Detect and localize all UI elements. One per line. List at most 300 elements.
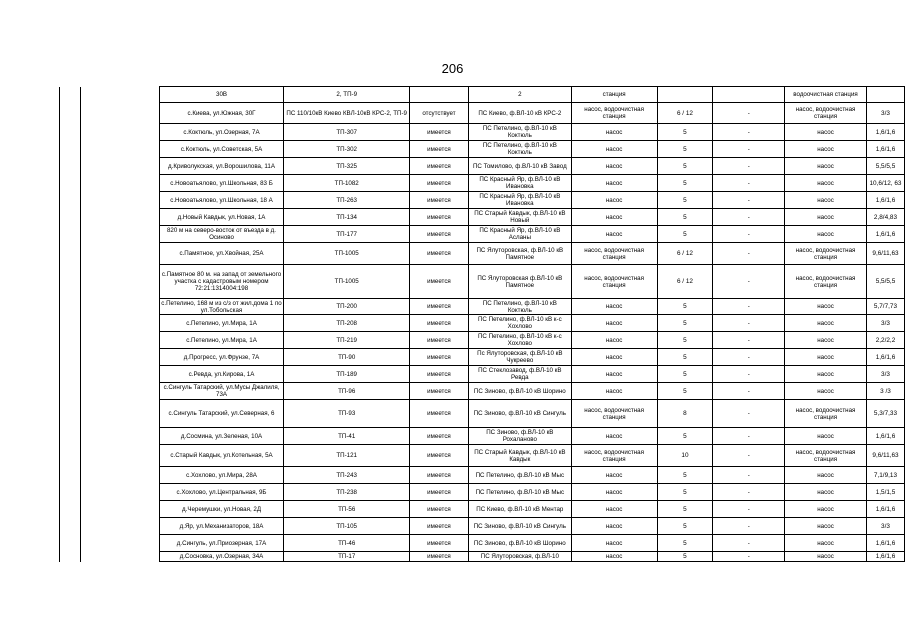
row-number-cell xyxy=(60,445,81,467)
object-type-cell: насос, водоочистная станция xyxy=(571,103,657,124)
row-number-cell xyxy=(60,484,81,501)
reserve-cell: - xyxy=(713,332,785,349)
reserve-cell: - xyxy=(713,484,785,501)
meter-cell: имеется xyxy=(410,141,469,158)
substation-cell: ПС 110/10кВ Киево КВЛ-10кВ КРС-2, ТП-9 xyxy=(284,103,410,124)
consumer-cell: насос, водоочистная станция xyxy=(785,243,867,265)
substation-cell: ТП-1082 xyxy=(284,175,410,192)
substation-cell: ТП-238 xyxy=(284,484,410,501)
row-number-cell xyxy=(60,428,81,445)
row-number-cell xyxy=(60,332,81,349)
address-cell: с.Ревда, ул.Кирова, 1А xyxy=(159,366,284,383)
meter-cell xyxy=(410,87,469,103)
load-cell: 7,1/9,13 xyxy=(866,467,904,484)
load-cell: 10,6/12, 63 xyxy=(866,175,904,192)
group-cell xyxy=(80,103,159,124)
substation-cell: ТП-46 xyxy=(284,535,410,552)
substation-cell: ТП-307 xyxy=(284,124,410,141)
load-cell: 1,6/1,6 xyxy=(866,501,904,518)
reserve-cell: - xyxy=(713,445,785,467)
load-cell: 3/3 xyxy=(866,518,904,535)
reserve-cell: - xyxy=(713,124,785,141)
table-row xyxy=(60,484,905,501)
table-row xyxy=(60,158,905,175)
power-cell: 5 xyxy=(657,332,713,349)
feeder-line-cell: ПС Красный Яр, ф.ВЛ-10 кВ Ивановка xyxy=(468,192,571,209)
row-number-cell xyxy=(60,501,81,518)
substation-cell: ТП-90 xyxy=(284,349,410,366)
meter-cell: имеется xyxy=(410,366,469,383)
load-cell: 1,6/1,6 xyxy=(866,349,904,366)
meter-cell: имеется xyxy=(410,158,469,175)
table-row xyxy=(60,226,905,243)
load-cell: 1,6/1,6 xyxy=(866,552,904,562)
group-cell xyxy=(80,366,159,383)
load-cell: 1,6/1,6 xyxy=(866,192,904,209)
table-row xyxy=(60,518,905,535)
table-row xyxy=(60,209,905,226)
feeder-line-cell: ПС Петелино, ф.ВЛ-10 кВ Коктюль xyxy=(468,124,571,141)
table-row xyxy=(60,175,905,192)
substation-cell: ТП-1005 xyxy=(284,265,410,299)
meter-cell: имеется xyxy=(410,467,469,484)
meter-cell: имеется xyxy=(410,299,469,315)
feeder-line-cell: ПС Ялуторовская, ф.ВЛ-10 xyxy=(468,552,571,562)
row-number-cell xyxy=(60,315,81,332)
power-cell xyxy=(657,87,713,103)
group-cell xyxy=(80,484,159,501)
address-cell: д.Прогресс, ул.Фрунзе, 7А xyxy=(159,349,284,366)
table-row xyxy=(60,87,905,103)
consumer-cell: насос, водоочистная станция xyxy=(785,103,867,124)
address-cell: с.Памятное, ул.Хвойная, 25А xyxy=(159,243,284,265)
address-cell: с.Петелино, ул.Мира, 1А xyxy=(159,315,284,332)
meter-cell: имеется xyxy=(410,400,469,428)
reserve-cell: - xyxy=(713,400,785,428)
power-cell: 5 xyxy=(657,518,713,535)
feeder-line-cell: ПС Ялуторовская ф.ВЛ-10 кВ Памятное xyxy=(468,265,571,299)
object-type-cell: насос xyxy=(571,467,657,484)
table-row xyxy=(60,366,905,383)
table-row xyxy=(60,501,905,518)
address-cell: с.Петелино, ул.Мира, 1А xyxy=(159,332,284,349)
group-cell xyxy=(80,315,159,332)
consumer-cell: насос xyxy=(785,226,867,243)
substation-cell: 2, ТП-9 xyxy=(284,87,410,103)
feeder-line-cell: ПС Старый Кавдык, ф.ВЛ-10 кВ Кавдык xyxy=(468,445,571,467)
consumer-cell: насос xyxy=(785,484,867,501)
load-cell: 9,6/11,63 xyxy=(866,445,904,467)
feeder-line-cell: ПС Киево, ф.ВЛ-10 кВ Ментар xyxy=(468,501,571,518)
power-cell: 5 xyxy=(657,141,713,158)
substation-cell: ТП-105 xyxy=(284,518,410,535)
consumer-cell: насос xyxy=(785,209,867,226)
power-cell: 6 / 12 xyxy=(657,265,713,299)
consumer-cell: насос xyxy=(785,332,867,349)
reserve-cell: - xyxy=(713,209,785,226)
substation-cell: ТП-219 xyxy=(284,332,410,349)
row-number-cell xyxy=(60,299,81,315)
power-cell: 8 xyxy=(657,400,713,428)
group-cell xyxy=(80,383,159,400)
consumer-cell: насос xyxy=(785,467,867,484)
meter-cell: отсутствует xyxy=(410,103,469,124)
group-cell xyxy=(80,299,159,315)
row-number-cell xyxy=(60,103,81,124)
load-cell: 5,5/5,5 xyxy=(866,158,904,175)
object-type-cell: насос xyxy=(571,192,657,209)
consumer-cell: насос xyxy=(785,192,867,209)
feeder-line-cell: ПС Петелино, ф.ВЛ-10 кВ Коктюль xyxy=(468,141,571,158)
consumer-cell: насос xyxy=(785,366,867,383)
object-type-cell: насос xyxy=(571,535,657,552)
load-cell: 1,6/1,6 xyxy=(866,141,904,158)
row-number-cell xyxy=(60,209,81,226)
row-number-cell xyxy=(60,226,81,243)
substation-cell: ТП-325 xyxy=(284,158,410,175)
object-type-cell: насос xyxy=(571,349,657,366)
address-cell: д.Сосмина, ул.Зеленая, 10А xyxy=(159,428,284,445)
power-cell: 5 xyxy=(657,484,713,501)
table-body xyxy=(60,87,905,562)
power-cell: 5 xyxy=(657,175,713,192)
consumer-cell: водоочистная станция xyxy=(785,87,867,103)
group-cell xyxy=(80,226,159,243)
reserve-cell: - xyxy=(713,158,785,175)
power-cell: 5 xyxy=(657,535,713,552)
row-number-cell xyxy=(60,400,81,428)
load-cell: 2,8/4,83 xyxy=(866,209,904,226)
feeder-line-cell: ПС Ялуторовская, ф.ВЛ-10 кВ Памятное xyxy=(468,243,571,265)
feeder-line-cell: ПС Зиново, ф.ВЛ-10 кВ Рохаланово xyxy=(468,428,571,445)
address-cell: с.Памятное 80 м. на запад от земельного участка с кадастровым номером 72:21:1314004:198 xyxy=(159,265,284,299)
load-cell: 3/3 xyxy=(866,315,904,332)
object-type-cell: насос xyxy=(571,484,657,501)
group-cell xyxy=(80,535,159,552)
address-cell: д.Криволукская, ул.Ворошилова, 11А xyxy=(159,158,284,175)
group-cell xyxy=(80,158,159,175)
substation-cell: ТП-189 xyxy=(284,366,410,383)
feeder-line-cell: ПС Петелино, ф.ВЛ-10 кВ к-с Хохлово xyxy=(468,315,571,332)
reserve-cell: - xyxy=(713,243,785,265)
row-number-cell xyxy=(60,366,81,383)
group-cell xyxy=(80,349,159,366)
address-cell: с.Новоатьялово, ул.Школьная, 83 Б xyxy=(159,175,284,192)
object-type-cell: насос, водоочистная станция xyxy=(571,400,657,428)
feeder-line-cell: ПС Зиново, ф.ВЛ-10 кВ Шорино xyxy=(468,383,571,400)
power-cell: 10 xyxy=(657,445,713,467)
reserve-cell: - xyxy=(713,141,785,158)
power-cell: 5 xyxy=(657,299,713,315)
reserve-cell: - xyxy=(713,192,785,209)
reserve-cell: - xyxy=(713,518,785,535)
row-number-cell xyxy=(60,467,81,484)
table-row xyxy=(60,383,905,400)
address-cell: 820 м на северо-восток от въезда в д. Осиново xyxy=(159,226,284,243)
address-cell: с.Хохлово, ул.Мира, 28А xyxy=(159,467,284,484)
group-cell xyxy=(80,518,159,535)
address-cell: с.Старый Кавдык, ул.Котельная, 5А xyxy=(159,445,284,467)
row-number-cell xyxy=(60,535,81,552)
power-cell: 5 xyxy=(657,552,713,562)
meter-cell: имеется xyxy=(410,535,469,552)
row-number-cell xyxy=(60,158,81,175)
consumer-cell: насос xyxy=(785,349,867,366)
feeder-line-cell: ПС Петелино, ф.ВЛ-10 кВ Мыс xyxy=(468,467,571,484)
load-cell: 1,6/1,6 xyxy=(866,428,904,445)
object-type-cell: насос, водоочистная станция xyxy=(571,265,657,299)
object-type-cell: насос xyxy=(571,175,657,192)
feeder-line-cell: ПС Красный Яр, ф.ВЛ-10 кВ Ивановка xyxy=(468,175,571,192)
reserve-cell: - xyxy=(713,175,785,192)
meter-cell: имеется xyxy=(410,209,469,226)
object-type-cell: насос, водоочистная станция xyxy=(571,445,657,467)
object-type-cell: насос xyxy=(571,552,657,562)
power-cell: 5 xyxy=(657,428,713,445)
consumer-cell: насос, водоочистная станция xyxy=(785,400,867,428)
object-type-cell: насос xyxy=(571,141,657,158)
feeder-line-cell: Пс Ялуторовская, ф.ВЛ-10 кВ Чукреево xyxy=(468,349,571,366)
consumer-cell: насос xyxy=(785,175,867,192)
address-cell: 30В xyxy=(159,87,284,103)
consumer-cell: насос xyxy=(785,315,867,332)
table-row xyxy=(60,299,905,315)
substation-cell: ТП-208 xyxy=(284,315,410,332)
meter-cell: имеется xyxy=(410,349,469,366)
consumer-cell: насос xyxy=(785,124,867,141)
group-cell xyxy=(80,243,159,265)
load-cell: 1,6/1,6 xyxy=(866,226,904,243)
reserve-cell: - xyxy=(713,299,785,315)
consumer-cell: насос, водоочистная станция xyxy=(785,265,867,299)
power-cell: 5 xyxy=(657,158,713,175)
consumer-cell: насос xyxy=(785,535,867,552)
meter-cell: имеется xyxy=(410,243,469,265)
consumer-cell: насос xyxy=(785,383,867,400)
power-cell: 5 xyxy=(657,383,713,400)
load-cell: 1,6/1,6 xyxy=(866,124,904,141)
substation-cell: ТП-134 xyxy=(284,209,410,226)
reserve-cell: - xyxy=(713,366,785,383)
power-cell: 5 xyxy=(657,501,713,518)
object-type-cell: насос xyxy=(571,383,657,400)
meter-cell: имеется xyxy=(410,445,469,467)
table-row xyxy=(60,349,905,366)
object-type-cell: насос xyxy=(571,299,657,315)
address-cell: с.Коктюль, ул.Озерная, 7А xyxy=(159,124,284,141)
reserve-cell: - xyxy=(713,467,785,484)
group-cell xyxy=(80,428,159,445)
group-cell xyxy=(80,467,159,484)
meter-cell: имеется xyxy=(410,124,469,141)
load-cell: 5,3/7,33 xyxy=(866,400,904,428)
object-type-cell: насос xyxy=(571,124,657,141)
table-row xyxy=(60,192,905,209)
load-cell: 1,5/1,5 xyxy=(866,484,904,501)
substation-cell: ТП-93 xyxy=(284,400,410,428)
group-cell xyxy=(80,265,159,299)
consumer-cell: насос xyxy=(785,501,867,518)
address-cell: д.Сосновка, ул.Озерная, 34А xyxy=(159,552,284,562)
table-row xyxy=(60,552,905,562)
reserve-cell: - xyxy=(713,265,785,299)
meter-cell: имеется xyxy=(410,315,469,332)
power-cell: 5 xyxy=(657,124,713,141)
load-cell: 2,2/2,2 xyxy=(866,332,904,349)
row-number-cell xyxy=(60,141,81,158)
meter-cell: имеется xyxy=(410,175,469,192)
power-cell: 5 xyxy=(657,226,713,243)
consumer-cell: насос xyxy=(785,428,867,445)
feeder-line-cell: ПС Красный Яр, ф.ВЛ-10 кВ Асланы xyxy=(468,226,571,243)
feeder-line-cell: ПС Киево, ф.ВЛ-10 кВ КРС-2 xyxy=(468,103,571,124)
address-cell: д.Черемушки, ул.Новая, 2Д xyxy=(159,501,284,518)
substation-cell: ТП-200 xyxy=(284,299,410,315)
reserve-cell: - xyxy=(713,552,785,562)
row-number-cell xyxy=(60,243,81,265)
table-row xyxy=(60,332,905,349)
address-cell: с.Коктюль, ул.Советская, 5А xyxy=(159,141,284,158)
feeder-line-cell: ПС Петелино, ф.ВЛ-10 кВ Коктюль xyxy=(468,299,571,315)
feeder-line-cell: ПС Стеклозавод, ф.ВЛ-10 кВ Ревда xyxy=(468,366,571,383)
substation-cell: ТП-243 xyxy=(284,467,410,484)
table-row xyxy=(60,243,905,265)
object-type-cell: насос xyxy=(571,428,657,445)
address-cell: с.Петелино, 168 м из с/з от жил.дома 1 по ул.Тобольская xyxy=(159,299,284,315)
object-type-cell: насос xyxy=(571,226,657,243)
group-cell xyxy=(80,445,159,467)
reserve-cell: - xyxy=(713,501,785,518)
group-cell xyxy=(80,87,159,103)
group-cell xyxy=(80,141,159,158)
power-cell: 6 / 12 xyxy=(657,103,713,124)
address-cell: д.Новый Кавдык, ул.Новая, 1А xyxy=(159,209,284,226)
address-cell: д.Яр, ул.Механизаторов, 18А xyxy=(159,518,284,535)
address-cell: с.Киева, ул.Южная, 30Г xyxy=(159,103,284,124)
object-type-cell: насос xyxy=(571,366,657,383)
feeder-line-cell: ПС Зиново, ф.ВЛ-10 кВ Сингуль xyxy=(468,400,571,428)
reserve-cell: - xyxy=(713,226,785,243)
load-cell: 1,6/1,6 xyxy=(866,535,904,552)
row-number-cell xyxy=(60,552,81,562)
object-type-cell: насос xyxy=(571,315,657,332)
substation-cell: ТП-56 xyxy=(284,501,410,518)
reserve-cell: - xyxy=(713,383,785,400)
power-cell: 5 xyxy=(657,349,713,366)
row-number-cell xyxy=(60,124,81,141)
meter-cell: имеется xyxy=(410,518,469,535)
reserve-cell: - xyxy=(713,349,785,366)
load-cell: 5,5/5,5 xyxy=(866,265,904,299)
meter-cell: имеется xyxy=(410,428,469,445)
group-cell xyxy=(80,175,159,192)
consumer-cell: насос xyxy=(785,552,867,562)
substation-cell: ТП-263 xyxy=(284,192,410,209)
load-cell: 3/3 xyxy=(866,103,904,124)
consumer-cell: насос, водоочистная станция xyxy=(785,445,867,467)
substation-cell: ТП-177 xyxy=(284,226,410,243)
load-cell: 3 /3 xyxy=(866,383,904,400)
consumer-cell: насос xyxy=(785,141,867,158)
substation-cell: ТП-96 xyxy=(284,383,410,400)
reserve-cell: - xyxy=(713,103,785,124)
address-cell: с.Новоатьялово, ул.Школьная, 18 А xyxy=(159,192,284,209)
group-cell xyxy=(80,192,159,209)
feeder-line-cell: ПС Петелино, ф.ВЛ-10 кВ Мыс xyxy=(468,484,571,501)
meter-cell: имеется xyxy=(410,192,469,209)
reserve-cell xyxy=(713,87,785,103)
meter-cell: имеется xyxy=(410,226,469,243)
row-number-cell xyxy=(60,175,81,192)
group-cell xyxy=(80,124,159,141)
group-cell xyxy=(80,209,159,226)
row-number-cell xyxy=(60,192,81,209)
meter-cell: имеется xyxy=(410,552,469,562)
meter-cell: имеется xyxy=(410,383,469,400)
feeder-line-cell: ПС Зиново, ф.ВЛ-10 кВ Шорино xyxy=(468,535,571,552)
power-cell: 5 xyxy=(657,467,713,484)
power-cell: 5 xyxy=(657,192,713,209)
object-type-cell: насос, водоочистная станция xyxy=(571,243,657,265)
infrastructure-table xyxy=(59,86,905,562)
meter-cell: имеется xyxy=(410,484,469,501)
group-cell xyxy=(80,400,159,428)
address-cell: с.Хохлово, ул.Центральная, 9Б xyxy=(159,484,284,501)
row-number-cell xyxy=(60,87,81,103)
table-row xyxy=(60,265,905,299)
meter-cell: имеется xyxy=(410,332,469,349)
load-cell: 9,6/11,63 xyxy=(866,243,904,265)
consumer-cell: насос xyxy=(785,299,867,315)
row-number-cell xyxy=(60,265,81,299)
consumer-cell: насос xyxy=(785,518,867,535)
reserve-cell: - xyxy=(713,535,785,552)
power-cell: 5 xyxy=(657,209,713,226)
object-type-cell: станция xyxy=(571,87,657,103)
meter-cell: имеется xyxy=(410,265,469,299)
load-cell: 3/3 xyxy=(866,366,904,383)
table-row xyxy=(60,103,905,124)
group-cell xyxy=(80,501,159,518)
power-cell: 5 xyxy=(657,315,713,332)
object-type-cell: насос xyxy=(571,501,657,518)
load-cell xyxy=(866,87,904,103)
table-row xyxy=(60,141,905,158)
table-row xyxy=(60,445,905,467)
feeder-line-cell: 2 xyxy=(468,87,571,103)
substation-cell: ТП-121 xyxy=(284,445,410,467)
feeder-line-cell: ПС Зиново, ф.ВЛ-10 кВ Сингуль xyxy=(468,518,571,535)
object-type-cell: насос xyxy=(571,158,657,175)
feeder-line-cell: ПС Старый Кавдык, ф.ВЛ-10 кВ Новый xyxy=(468,209,571,226)
substation-cell: ТП-17 xyxy=(284,552,410,562)
address-cell: д.Сингуль, ул.Приозерная, 17А xyxy=(159,535,284,552)
table-row xyxy=(60,428,905,445)
row-number-cell xyxy=(60,349,81,366)
object-type-cell: насос xyxy=(571,518,657,535)
table-row xyxy=(60,315,905,332)
address-cell: с.Сингуль Татарский, ул.Мусы Джалиля, 73А xyxy=(159,383,284,400)
feeder-line-cell: ПС Петелино, ф.ВЛ-10 кВ к-с Хохлово xyxy=(468,332,571,349)
substation-cell: ТП-41 xyxy=(284,428,410,445)
reserve-cell: - xyxy=(713,428,785,445)
object-type-cell: насос xyxy=(571,332,657,349)
substation-cell: ТП-1005 xyxy=(284,243,410,265)
table-row xyxy=(60,124,905,141)
row-number-cell xyxy=(60,383,81,400)
meter-cell: имеется xyxy=(410,501,469,518)
group-cell xyxy=(80,552,159,562)
